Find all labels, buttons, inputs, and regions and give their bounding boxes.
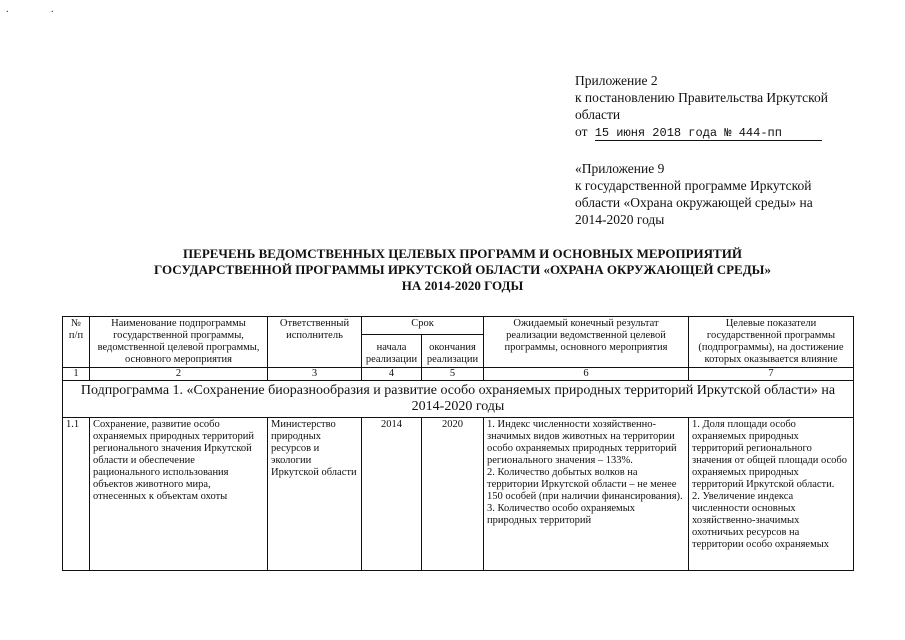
- appendix9-line: области «Охрана окружающей среды» на: [575, 195, 813, 210]
- column-number: 3: [268, 368, 362, 381]
- subprogram-title: Подпрограмма 1. «Сохранение биоразнообразия и развитие особо охраняемых природных территорий Иркутской области» на 2014-2020 годы: [63, 381, 854, 418]
- header-term: Срок: [362, 317, 484, 335]
- title-line: НА 2014-2020 ГОДЫ: [401, 278, 524, 293]
- header-row: [63, 317, 854, 335]
- title-line: ГОСУДАРСТВЕННОЙ ПРОГРАММЫ ИРКУТСКОЙ ОБЛАСТИ «ОХРАНА ОКРУЖАЮЩЕЙ СРЕДЫ»: [154, 262, 771, 277]
- row-indicators: [689, 418, 854, 571]
- title-line: ПЕРЕЧЕНЬ ВЕДОМСТВЕННЫХ ЦЕЛЕВЫХ ПРОГРАММ И ОСНОВНЫХ МЕРОПРИЯТИЙ: [183, 246, 742, 261]
- column-number: 1: [63, 368, 90, 381]
- column-number: 4: [362, 368, 422, 381]
- appendix-line: Приложение 2: [575, 73, 658, 88]
- subprogram-row: [63, 381, 854, 418]
- indicator-item: 1. Доля площади особо охраняемых природных территорий регионального значения от общей площади особо охраняемых природных территорий Иркутской области.: [692, 419, 848, 490]
- appendix-line: к постановлению Правительства Иркутской: [575, 90, 828, 105]
- column-number: 7: [689, 368, 854, 381]
- row-name: Сохранение, развитие особо охраняемых природных территорий регионального значения Иркутской области и обеспечение рационального использования объектов животного мира, отнесенных к объектам охоты: [90, 418, 268, 571]
- column-number-row: [63, 368, 854, 381]
- header-executor: Ответственный исполнитель: [268, 317, 362, 368]
- date-value: 15 июня 2018 года № 444-пп: [595, 126, 822, 141]
- row-result: [484, 418, 689, 571]
- header-indicators: Целевые показатели государственной программы (подпрограммы), на достижение которых оказывается влияние: [689, 317, 854, 368]
- table-row: [63, 418, 854, 571]
- scan-marks: . .: [6, 4, 74, 15]
- header-start: начала реализации: [362, 335, 422, 368]
- header-end: окончания реализации: [422, 335, 484, 368]
- resolution-date: [575, 123, 875, 142]
- row-num: 1.1: [63, 418, 90, 571]
- header-result: Ожидаемый конечный результат реализации ведомственной целевой программы, основного мероприятия: [484, 317, 689, 368]
- appendix-block: [575, 72, 875, 142]
- row-executor: Министерство природных ресурсов и экологии Иркутской области: [268, 418, 362, 571]
- appendix9-block: [575, 160, 875, 228]
- date-prefix: от: [575, 124, 588, 139]
- appendix9-line: «Приложение 9: [575, 161, 665, 176]
- result-item: 1. Индекс численности хозяйственно-значимых видов животных на территории особо охраняемых природных территорий регионального значения – 133%.: [487, 419, 677, 466]
- row-end: 2020: [422, 418, 484, 571]
- document-title: [40, 246, 885, 294]
- appendix9-line: к государственной программе Иркутской: [575, 178, 812, 193]
- column-number: 2: [90, 368, 268, 381]
- result-item: 3. Количество особо охраняемых природных территорий: [487, 503, 636, 526]
- column-number: 5: [422, 368, 484, 381]
- result-item: 2. Количество добытых волков на территории Иркутской области – не менее 150 особей (при наличии финансирования).: [487, 467, 683, 502]
- header-num: № п/п: [63, 317, 90, 368]
- header-name: Наименование подпрограммы государственной программы, ведомственной целевой программы, основного мероприятия: [90, 317, 268, 368]
- column-number: 6: [484, 368, 689, 381]
- programs-table: [62, 316, 854, 571]
- row-start: 2014: [362, 418, 422, 571]
- appendix9-line: 2014-2020 годы: [575, 212, 665, 227]
- indicator-item: 2. Увеличение индекса численности основных хозяйственно-значимых охотничьих ресурсов на территории особо охраняемых: [692, 491, 830, 550]
- appendix-line: области: [575, 107, 621, 122]
